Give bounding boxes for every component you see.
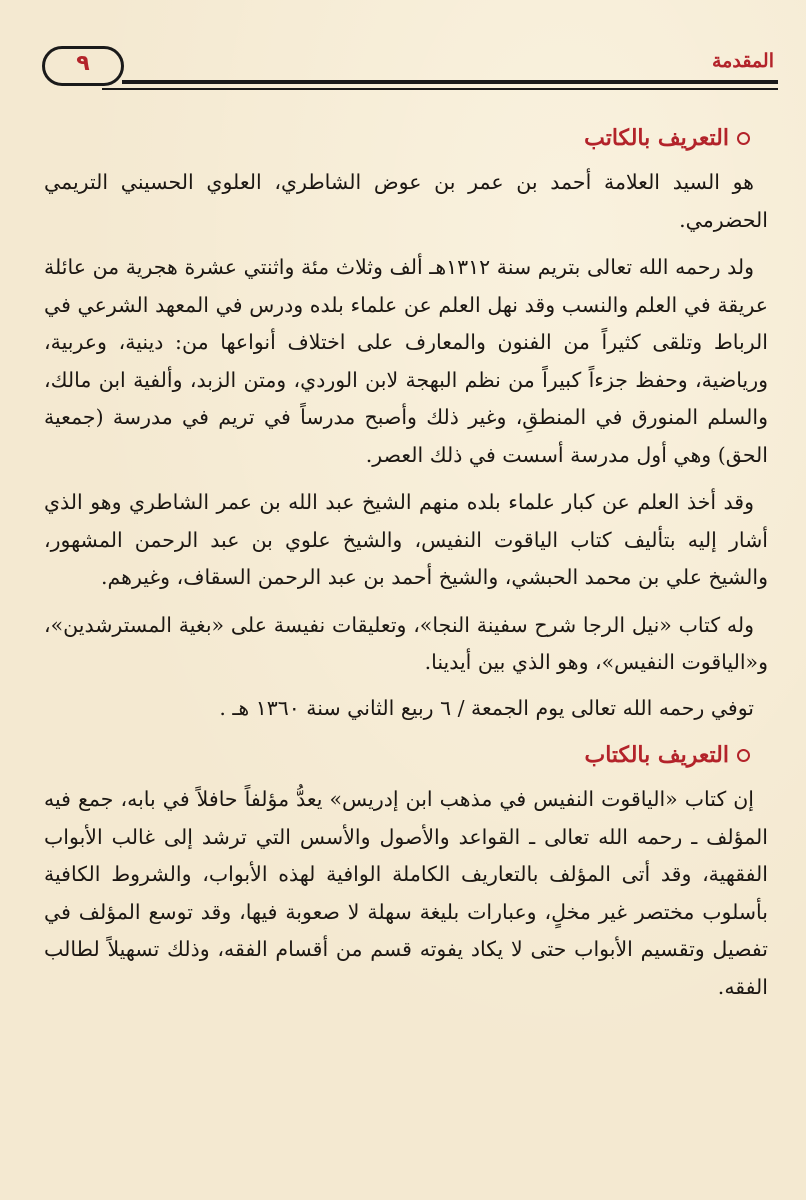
page-content [44, 118, 768, 1016]
paragraph: إن كتاب «الياقوت النفيس في مذهب ابن إدريس» يعدُّ مؤلفاً حافلاً في بابه، جمع فيه المؤلف ـ رحمه الله تعالى ـ القواعد والأصول والأسس التي ترشد إلى غالب الأبواب الفقهية، وقد أتى المؤلف بالتعاريف الكاملة الوافية لهذه الأبواب، والشروط الكافية بأسلوب مختصر غير مخلٍ، وعبارات بليغة سهلة لا صعوبة فيها، وقد توسع المؤلف في تفصيل وتقسيم الأبواب حتى لا يكاد يفوته قسم من أقسام الفقه، وذلك تسهيلاً لطالب الفقه. [44, 787, 768, 999]
header-rule-thin [102, 88, 778, 90]
paragraph: توفي رحمه الله تعالى يوم الجمعة / ٦ ربيع الثاني سنة ١٣٦٠ هـ . [219, 695, 754, 720]
paragraph: هو السيد العلامة أحمد بن عمر بن عوض الشاطري، العلوي الحسيني التريمي الحضرمي. [44, 170, 768, 232]
header-rule-thick [122, 80, 778, 84]
paragraph: وله كتاب «نيل الرجا شرح سفينة النجا»، وتعليقات نفيسة على «بغية المسترشدين»، و«الياقوت النفيس»، وهو الذي بين أيدينا. [44, 612, 768, 674]
circle-bullet-icon [737, 132, 750, 145]
page-header [42, 46, 778, 98]
running-header-title: المقدمة [711, 50, 774, 72]
section-heading-text: التعريف بالكاتب [584, 125, 729, 151]
paragraph: ولد رحمه الله تعالى بتريم سنة ١٣١٢هـ ألف وثلاث مئة واثنتي عشرة هجرية من عائلة عريقة في العلم والنسب وقد نهل العلم عن علماء بلده ودرس في المعهد الشرعي في الرباط وتلقى كثيراً من الفنون والمعارف على اختلاف أنواعها من: دينية، وعربية، ورياضية، وحفظ جزءاً كبيراً من نظم البهجة لابن الوردي، ومتن الزبد، وألفية ابن مالك، والسلم المنورق في المنطقِ، وغير ذلك وأصبح مدرساً في تريم في مدرسة (جمعية الحق) وهي أول مدرسة أسست في ذلك العصر. [44, 255, 768, 467]
section-heading-book [44, 735, 750, 775]
page-number: ٩ [76, 51, 90, 76]
section-heading-text: التعريف بالكتاب [584, 742, 729, 768]
paragraph: وقد أخذ العلم عن كبار علماء بلده منهم الشيخ عبد الله بن عمر الشاطري وهو الذي أشار إليه بتأليف كتاب الياقوت النفيس، والشيخ علوي بن عبد الرحمن المشهور، والشيخ علي بن محمد الحبشي، والشيخ أحمد بن عبد الرحمن السقاف، وغيرهم. [44, 490, 768, 589]
page-number-badge [42, 46, 124, 86]
section-heading-author [44, 118, 750, 158]
circle-bullet-icon [737, 749, 750, 762]
